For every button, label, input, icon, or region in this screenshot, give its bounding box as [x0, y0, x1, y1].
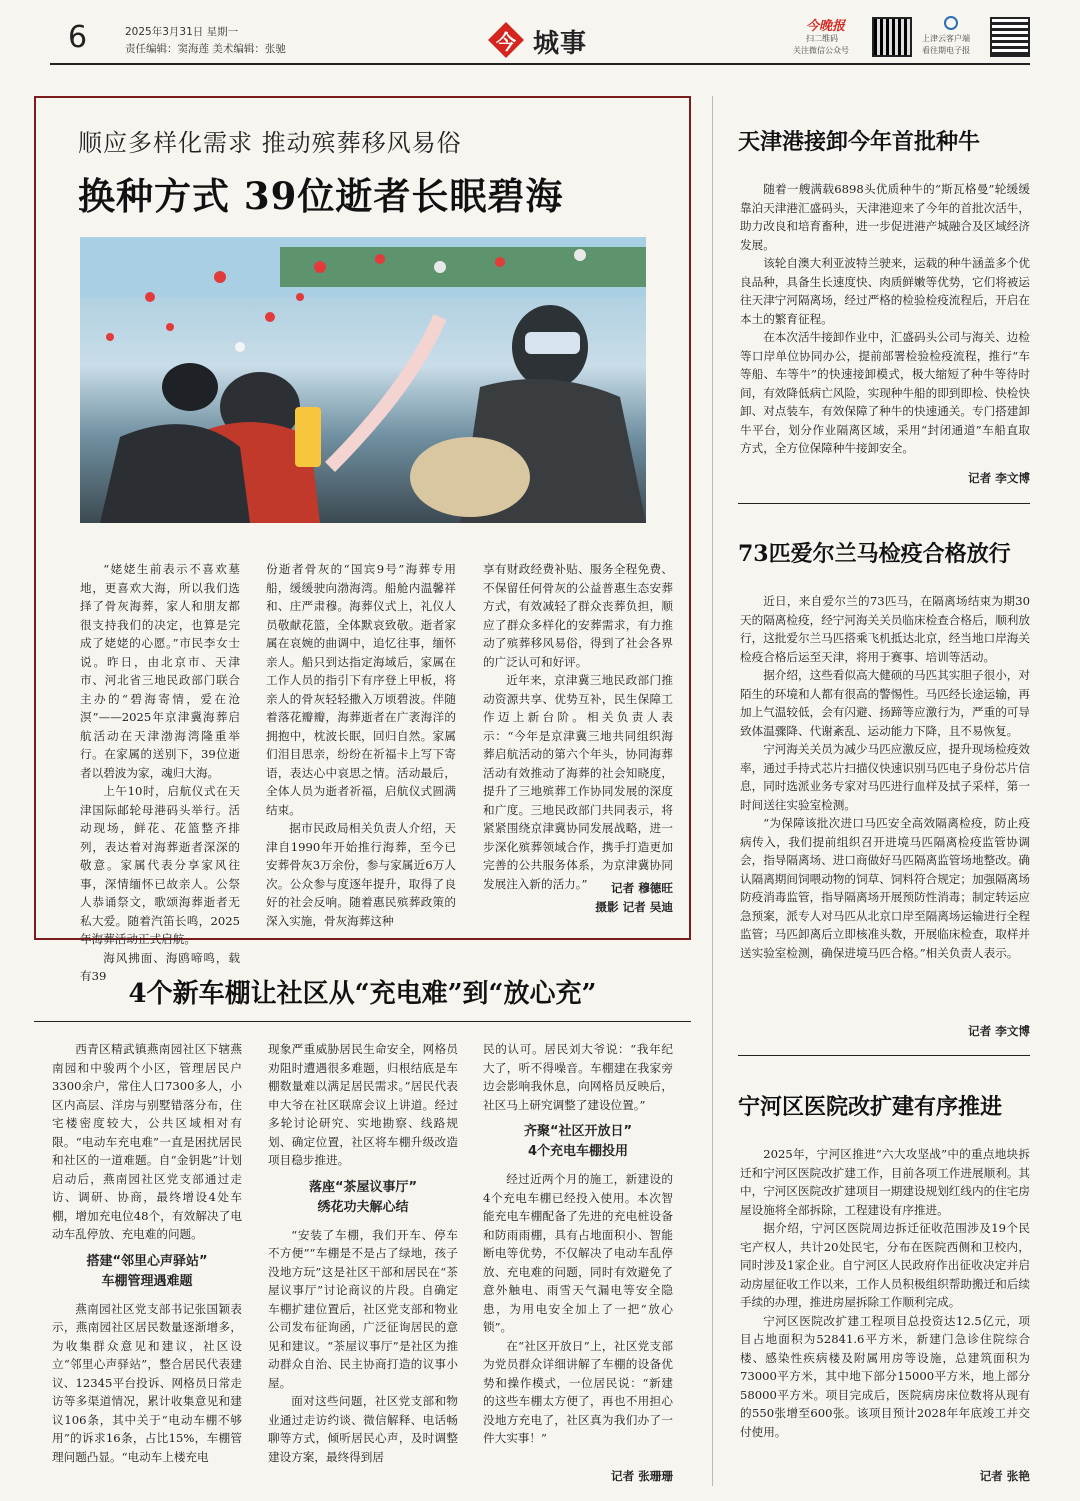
lead-headline: 换种方式 39位逝者长眠碧海 — [78, 174, 564, 218]
paragraph: 上午10时，启航仪式在天津国际邮轮母港码头举行。活动现场，鲜花、花篮整齐排列，表达着对海葬逝者深深的敬意。家属代表分享家风往事，深情缅怀已故亲人。公祭人恭诵祭文，歌颂海葬逝者无私大爱。随着汽笛长鸣，2025年海葬活动正式启航。 — [80, 784, 240, 946]
paragraph: 近日，来自爱尔兰的73匹马，在隔离场结束为期30天的隔离检疫，经宁河海关关员临床检查合格后，顺利放行，这批爱尔兰马匹搭乘飞机抵达北京，经当地口岸海关检疫合格后运至天津，将用于赛事、培训等活动。 — [740, 594, 1030, 664]
section-logo-char: 今 — [496, 30, 516, 54]
paragraph: 海风拂面、海鸥啼鸣，载有39 — [80, 950, 240, 983]
right3-body — [740, 1145, 1030, 1441]
paragraph: 份逝者骨灰的“国宾9号”海葬专用船，缓缓驶向渤海湾。船舱内温馨祥和、庄严肃穆。海葬仪式上，礼仪人员敬献花篮，全体默哀致敬。逝者家属在哀婉的曲调中，追忆往事，缅怀亲人。船只到达指定海域后，家属在工作人员的指引下有序登上甲板，将亲人的骨灰轻轻撒入万顷碧波。伴随着落花瓣瓣，海葬逝者在广袤海洋的拥抱中，枕波长眠，回归自然。家属们泪目思亲，纷纷在祈福卡上写下寄语，表达心中哀思之情。活动最后，全体人员为逝者祈福，启航仪式圆满结束。 — [266, 562, 456, 817]
carshed-subhead-2: 落座“茶屋议事厅” 绣花功夫解心结 — [308, 1179, 418, 1215]
paragraph: 据介绍，这些看似高大健硕的马匹其实胆子很小，对陌生的环境和人都有很高的警惕性。马匹经长途运输，再加上气温较低，会有闪避、扬蹄等应激行为，严重的可导致体温骤降、代谢紊乱、运动能力下降，且不易恢复。 — [740, 668, 1030, 738]
right1-headline: 天津港接卸今年首批种牛 — [738, 129, 981, 155]
paragraph: 燕南园社区党支部书记张国颖表示，燕南园社区居民数量逐渐增多，为收集群众意见和建议，社区设立“邻里心声驿站”，整合居民代表建议、12345平台投诉、网格员日常走访等多渠道情况，累计收集意见和建议106条，其中关于“电动车棚不够用”的诉求16条，占比15%，车棚管理问题凸显。“电动车上楼充电 — [52, 1301, 242, 1464]
lead-col-2 — [266, 560, 456, 930]
col-divider — [712, 96, 713, 1486]
carshed-subhead-1: 搭建“邻里心声驿站” 车棚管理遇难题 — [86, 1253, 208, 1289]
qr1-caption-2: 关注微信公众号 — [793, 46, 849, 55]
qr2-caption-2: 看往期电子报 — [922, 46, 970, 55]
right2-body — [740, 592, 1030, 962]
lead-photo — [80, 237, 646, 523]
carshed-subhead-3: 齐聚“社区开放日” 4个充电车棚投用 — [523, 1124, 633, 1159]
carshed-col-1 — [52, 1040, 242, 1466]
lead-col-1 — [80, 560, 240, 986]
paragraph: 在“社区开放日”上，社区党支部为党员群众详细讲解了车棚的设备优势和操作模式，一位居民说：“新建的这些车棚太方便了，再也不用担心没地方充电了，社区真为我们办了一件大实事！” — [483, 1338, 673, 1445]
paragraph: 经过近两个月的施工，新建设的4个充电车棚已经投入使用。本次智能充电车棚配备了先进的充电桩设备和防雨雨棚，具有占地面积小、智能断电等优势，不仅解决了电动车乱停放、充电难的问题，同时有效避免了意外触电、雨雪天气漏电等安全隐患，为用电安全加上了一把“放心锁”。 — [483, 1172, 673, 1334]
qr1-caption-1: 扫二维码 — [806, 34, 838, 43]
carshed-col-2 — [268, 1040, 458, 1466]
right1-byline: 记者 李文博 — [967, 471, 1030, 485]
paragraph: “姥姥生前表示不喜欢墓地，更喜欢大海，所以我们选择了骨灰海葬，家人和朋友都很支持我们的决定，也算是完成了姥姥的心愿。”市民李女士说。昨日，由北京市、天津市、河北省三地民政部门联合主办的“碧海寄情，爱在沧溟”——2025年京津冀海葬启航活动在天津渤海湾隆重举行。在家属的送别下，39位逝者以碧波为家，魂归大海。 — [80, 562, 240, 780]
masthead-rule — [50, 63, 1030, 65]
right1-rule — [738, 503, 1030, 504]
paragraph: “为保障该批次进口马匹安全高效隔离检疫，防止疫病传入，我们提前组织召开进境马匹隔离检疫监管协调会，指导隔离场、进口商做好马匹隔离监管场地整改。确认隔离期间饲喂动物的饲草、饲料符合规定；加强隔离场防疫消毒监管，指导隔离场开展预防性消毒；制定转运应急预案，派专人对马匹从北京口岸至隔离场运输进行全程监管；马匹卸离后立即核准头数，开展临床检查，取样并送实验室检测，确保进境马匹合格。”相关负责人表示。 — [740, 816, 1030, 960]
photo-scene — [80, 237, 646, 523]
qr-code-app[interactable] — [990, 17, 1030, 57]
right3-headline: 宁河区医院改扩建有序推进 — [738, 1094, 1003, 1120]
paragraph: 据市民政局相关负责人介绍，天津自1990年开始推行海葬，至今已安葬骨灰3万余份，参与家属近6万人次。公众参与度逐年提升，取得了良好的社会反响。随着惠民殡葬政策的深入实施，骨灰海葬这种 — [266, 821, 456, 928]
paragraph: 西青区精武镇燕南园社区下辖燕南园和中骏两个小区，管理居民户3300余户，常住人口7300多人，小区内高层、洋房与别墅错落分布，住宅楼密度较大，公共区域相对有限。“电动车充电难”一直是困扰居民和社区的一道难题。自“金钥匙”计划启动后，燕南园社区党支部通过走访、调研、协商，最终增设4处车棚，增加充电位48个，有效解决了电动车乱停放、充电难的问题。 — [52, 1042, 242, 1241]
right3-byline: 记者 张艳 — [979, 1469, 1030, 1483]
right2-rule — [738, 1055, 1030, 1056]
lead-col-3 — [483, 560, 673, 893]
carshed-headline: 4个新车棚让社区从“充电难”到“放心充” — [128, 979, 597, 1009]
qr-code-wechat[interactable] — [872, 17, 912, 57]
brand-logo: 今晚报 — [806, 19, 846, 34]
lead-byline-reporter: 记者 穆德旺 — [610, 881, 673, 895]
paragraph: 在本次活牛接卸作业中，汇盛码头公司与海关、边检等口岸单位协同办公，提前部署检验检疫流程，推行“车等船、车等牛”的快速接卸模式，极大缩短了种牛等待时间，有效降低病亡风险，实现种牛船的即到即检、快检快卸、对点装车，有效保障了种牛的快速通关。专门搭建卸牛平台，划分作业隔离区域，采用“封闭通道”车船直取方式，全方位保障种牛接卸安全。 — [740, 330, 1030, 455]
right2-byline: 记者 李文博 — [967, 1024, 1030, 1038]
paragraph: 随着一艘满载6898头优质种牛的“斯瓦格曼”轮缓缓靠泊天津港汇盛码头，天津港迎来了今年的首批次活牛，助力改良和培育畜种，进一步促进港产城融合及区域经济发展。 — [740, 182, 1030, 252]
paragraph: 宁河区医院改扩建工程项目总投资达12.5亿元，项目占地面积为52841.6平方米，新建门急诊住院综合楼、感染性疾病楼及附属用房等设施，总建筑面积为73000平方米，其中地下部分15000平方米，地上部分58000平方米。项目完成后，医院病房床位数将从现有的550张增至600张。该项目预计2028年年底竣工并交付使用。 — [740, 1313, 1030, 1439]
paragraph: 该轮自澳大利亚波特兰驶来，运载的种牛涵盖多个优良品种，具备生长速度快、肉质鲜嫩等优势，它们将被运往天津宁河隔离场，经过严格的检验检疫流程后，开启在本土的繁育征程。 — [740, 256, 1030, 326]
paragraph: “安装了车棚，我们开车、停车不方便”“车棚是不是占了绿地，孩子没地方玩”这是社区干部和居民在“茶屋议事厅”讨论商议的片段。自确定车棚扩建位置后，社区党支部和物业公司发布征询函，广泛征询居民的意见和建议。“茶屋议事厅”是社区为推动群众自治、民主协商打造的议事小屋。 — [268, 1227, 458, 1390]
lead-kicker: 顺应多样化需求 推动殡葬移风易俗 — [78, 129, 462, 157]
paragraph: 宁河海关关员为减少马匹应激反应，提升现场检疫效率，通过手持式芯片扫描仪快速识别马匹电子身份芯片信息，同时选派业务专家对马匹进行血样及拭子采样，第一时间送往实验室检测。 — [740, 742, 1030, 812]
right2-headline: 73匹爱尔兰马检疫合格放行 — [738, 541, 1011, 567]
section-logo — [486, 20, 526, 60]
paragraph: 面对这些问题，社区党支部和物业通过走访约谈、微信解释、电话畅聊等方式，倾听居民心声，及时调整建设方案，最终得到居 — [268, 1394, 458, 1464]
carshed-col-3 — [483, 1040, 673, 1448]
paragraph: 据介绍，宁河区医院周边拆迁征收范围涉及19个民宅产权人，共计20处民宅，分布在医院西侧和卫校内，同时涉及1家企业。自宁河区人民政府作出征收决定并启动房屋征收工作以来，工作人员积极组织帮助搬迁和后续手续的办理，推进房屋拆除工作顺利完成。 — [740, 1221, 1030, 1309]
carshed-byline: 记者 张珊珊 — [610, 1469, 673, 1483]
paragraph: 民的认可。居民刘大爷说：“我年纪大了，听不得噪音。车棚建在我家旁边会影响我休息，向网格员反映后，社区马上研究调整了建设位置。” — [483, 1042, 673, 1112]
lead-byline-photo: 摄影 记者 吴迪 — [595, 900, 673, 914]
editors-line: 责任编辑：窦海莲 美术编辑：张驰 — [125, 43, 286, 55]
carshed-rule — [34, 1021, 691, 1022]
issue-date: 2025年3月31日 星期一 — [125, 26, 239, 38]
qr2-caption-1: 上津云客户端 — [922, 34, 970, 43]
app-logo-icon — [944, 16, 958, 30]
right1-body — [740, 180, 1030, 458]
paragraph: 享有财政经费补贴、服务全程免费、不保留任何骨灰的公益普惠生态安葬方式，有效减轻了群众丧葬负担，顺应了群众多样化的安葬需求，有力推动了殡葬移风易俗，得到了社会各界的广泛认可和好评。 — [483, 562, 673, 669]
paragraph: 近年来，京津冀三地民政部门推动资源共享、优势互补，民生保障工作迈上新台阶。相关负责人表示：“今年是京津冀三地共同组织海葬启航活动的第六个年头，协同海葬活动有效推动了海葬的社会知晓度，提升了三地殡葬工作协同发展的深度和广度。三地民政部门共同表示，将紧紧围绕京津冀协同发展战略，进一步深化殡葬领域合作，携手打造更加完善的公共服务体系，为京津冀协同发展注入新的活力。” — [483, 673, 673, 891]
paragraph: 现象严重威胁居民生命安全，网格员劝阻时遭遇很多难题，归根结底是车棚数量难以满足居民需求。”居民代表申大爷在社区联席会议上讲道。经过多轮讨论研究、实地勘察、线路规划、确定位置，社区将车棚升级改造项目稳步推进。 — [268, 1042, 458, 1167]
section-title: 城事 — [533, 29, 588, 59]
page-number: 6 — [68, 20, 88, 55]
paragraph: 2025年，宁河区推进“六大攻坚战”中的重点地块拆迁和宁河区医院改扩建工作，目前各项工作进展顺利。其中，宁河区医院改扩建项目一期建设规划红线内的住宅房屋设施将全部拆除，工程建设有序推进。 — [740, 1147, 1030, 1217]
